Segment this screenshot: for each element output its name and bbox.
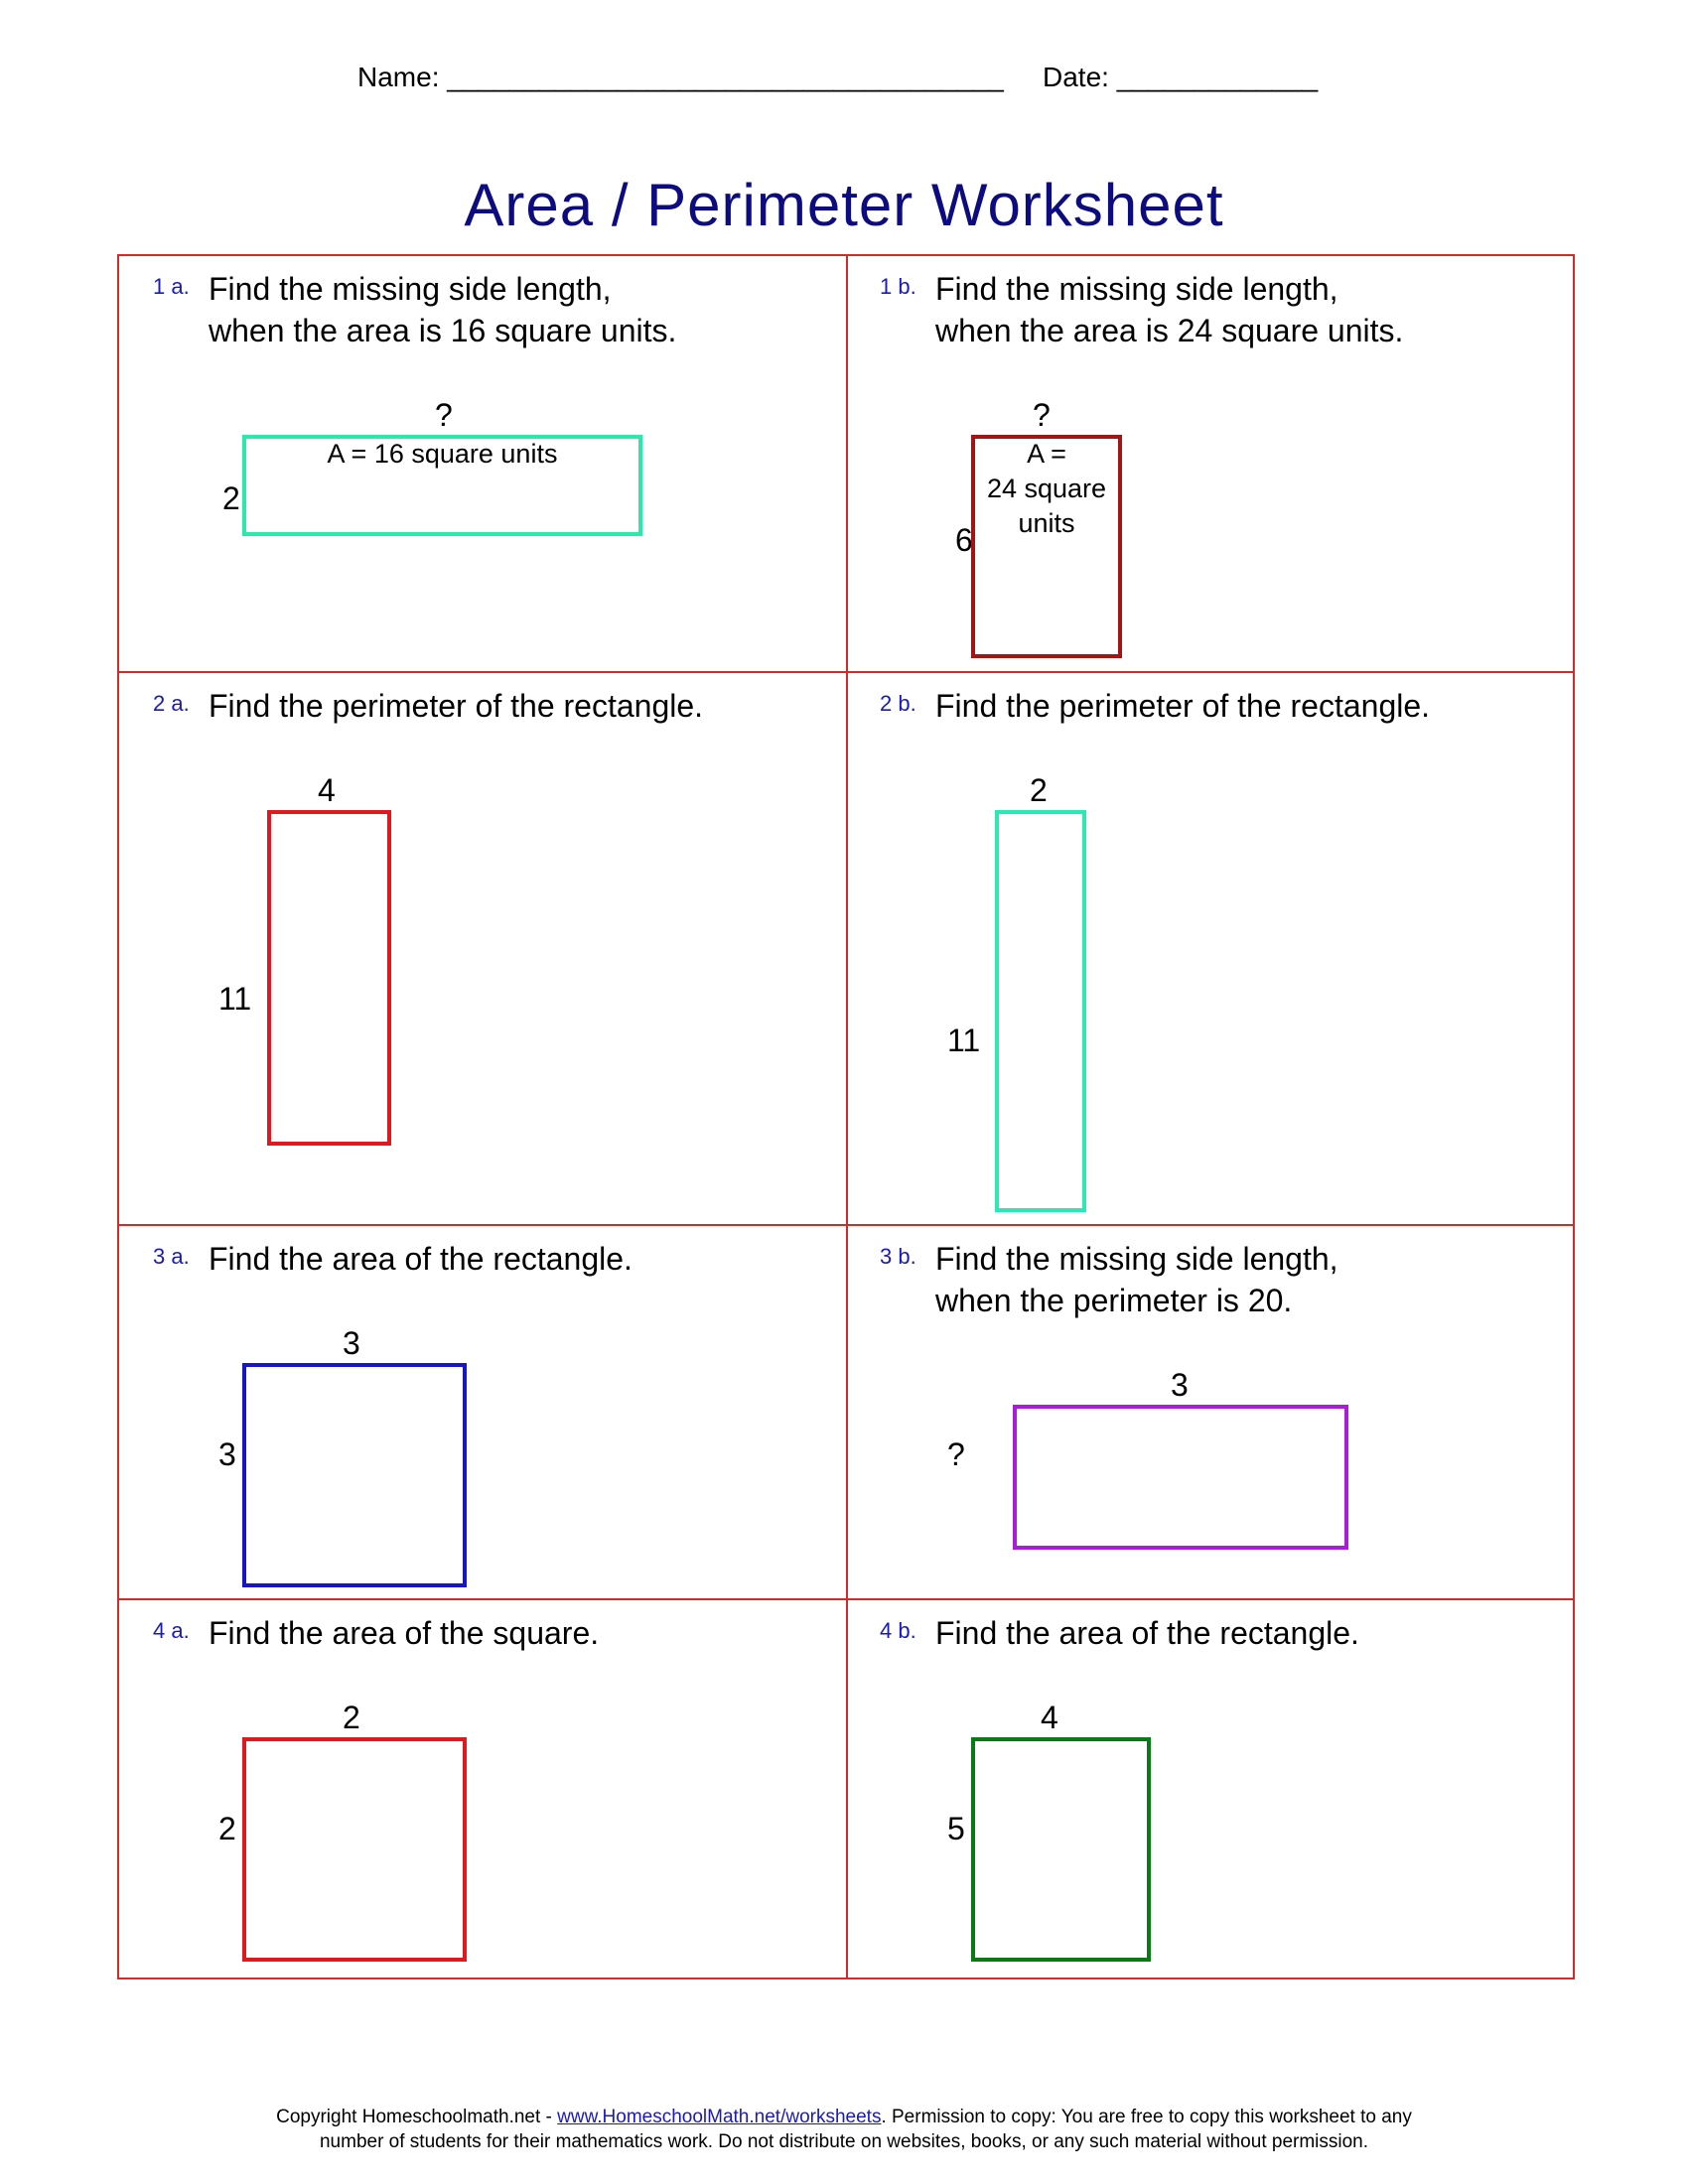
page-title: Area / Perimeter Worksheet	[464, 172, 1224, 238]
problem-prompt-line-2: when the area is 16 square units.	[209, 313, 677, 348]
footer-line-1	[0, 2105, 1688, 2129]
rectangle-2a	[267, 810, 391, 1146]
problem-4a	[119, 1600, 846, 1978]
problem-prompt-line-1: Find the missing side length,	[209, 271, 612, 307]
problem-number: 2 b.	[880, 691, 916, 716]
rectangle-area-label	[971, 437, 1122, 541]
rectangle-side-label: 2	[222, 480, 240, 516]
rectangle-top-label: 3	[1171, 1367, 1189, 1403]
problem-prompt-line-1: Find the perimeter of the rectangle.	[209, 688, 704, 724]
rectangle-side-label: 3	[218, 1436, 236, 1472]
problem-prompt-line-1: Find the area of the square.	[209, 1615, 600, 1651]
rectangle-side-label: 5	[947, 1811, 965, 1846]
permission-text: . Permission to copy: You are free to copy this worksheet to any	[881, 2107, 1412, 2127]
rectangle-4b	[971, 1737, 1151, 1962]
rectangle-side-label: ?	[947, 1436, 965, 1472]
rectangle-side-label: 6	[955, 522, 973, 558]
problem-number: 2 a.	[153, 691, 190, 716]
rectangle-top-label: 2	[343, 1700, 360, 1735]
rectangle-side-label: 2	[218, 1811, 236, 1846]
rectangle-top-label: ?	[1033, 397, 1051, 433]
name-field-label: Name: ____________________________________	[357, 62, 1004, 92]
problem-prompt-line-1: Find the area of the rectangle.	[935, 1615, 1359, 1651]
copyright-footer	[0, 2105, 1688, 2154]
problem-number: 3 a.	[153, 1244, 190, 1269]
problem-prompt-line-1: Find the perimeter of the rectangle.	[935, 688, 1431, 724]
worksheets-link[interactable]: www.HomeschoolMath.net/worksheets	[557, 2107, 882, 2127]
problem-3a	[119, 1226, 846, 1598]
rectangle-top-label: ?	[435, 397, 453, 433]
date-field-label: Date: _____________	[1043, 62, 1319, 92]
problem-2a	[119, 673, 846, 1224]
area-label-line-1: A =	[1027, 439, 1066, 469]
rectangle-side-label: 11	[947, 1023, 981, 1058]
problem-prompt-line-2: when the perimeter is 20.	[935, 1283, 1293, 1318]
problem-number: 4 a.	[153, 1618, 190, 1643]
problem-2b	[848, 673, 1575, 1224]
area-label-line-3: units	[1018, 508, 1075, 538]
rectangle-top-label: 3	[343, 1325, 360, 1361]
copyright-text: Copyright Homeschoolmath.net -	[276, 2107, 558, 2127]
footer-line-2: number of students for their mathematics work. Do not distribute on websites, books, or any such material without permission.	[319, 2131, 1369, 2152]
rectangle-2b	[995, 810, 1086, 1212]
problem-3b	[848, 1226, 1575, 1598]
rectangle-side-label: 11	[218, 981, 252, 1017]
problem-number: 1 b.	[880, 274, 916, 299]
problem-1b	[848, 256, 1575, 671]
problem-prompt-line-1: Find the area of the rectangle.	[209, 1241, 633, 1277]
problem-grid	[117, 254, 1575, 1979]
problem-1a	[119, 256, 846, 671]
rectangle-top-label: 4	[318, 772, 336, 808]
problem-prompt-line-2: when the area is 24 square units.	[935, 313, 1404, 348]
rectangle-3a	[242, 1363, 467, 1587]
rectangle-top-label: 4	[1041, 1700, 1058, 1735]
area-label-line-2: 24 square	[986, 474, 1107, 503]
rectangle-area-label: A = 16 square units	[327, 439, 558, 469]
problem-4b	[848, 1600, 1575, 1978]
rectangle-top-label: 2	[1030, 772, 1048, 808]
rectangle-3b	[1013, 1405, 1348, 1550]
problem-prompt-line-1: Find the missing side length,	[935, 1241, 1338, 1277]
problem-number: 4 b.	[880, 1618, 916, 1643]
rectangle-4a	[242, 1737, 467, 1962]
problem-prompt-line-1: Find the missing side length,	[935, 271, 1338, 307]
problem-number: 1 a.	[153, 274, 190, 299]
problem-number: 3 b.	[880, 1244, 916, 1269]
